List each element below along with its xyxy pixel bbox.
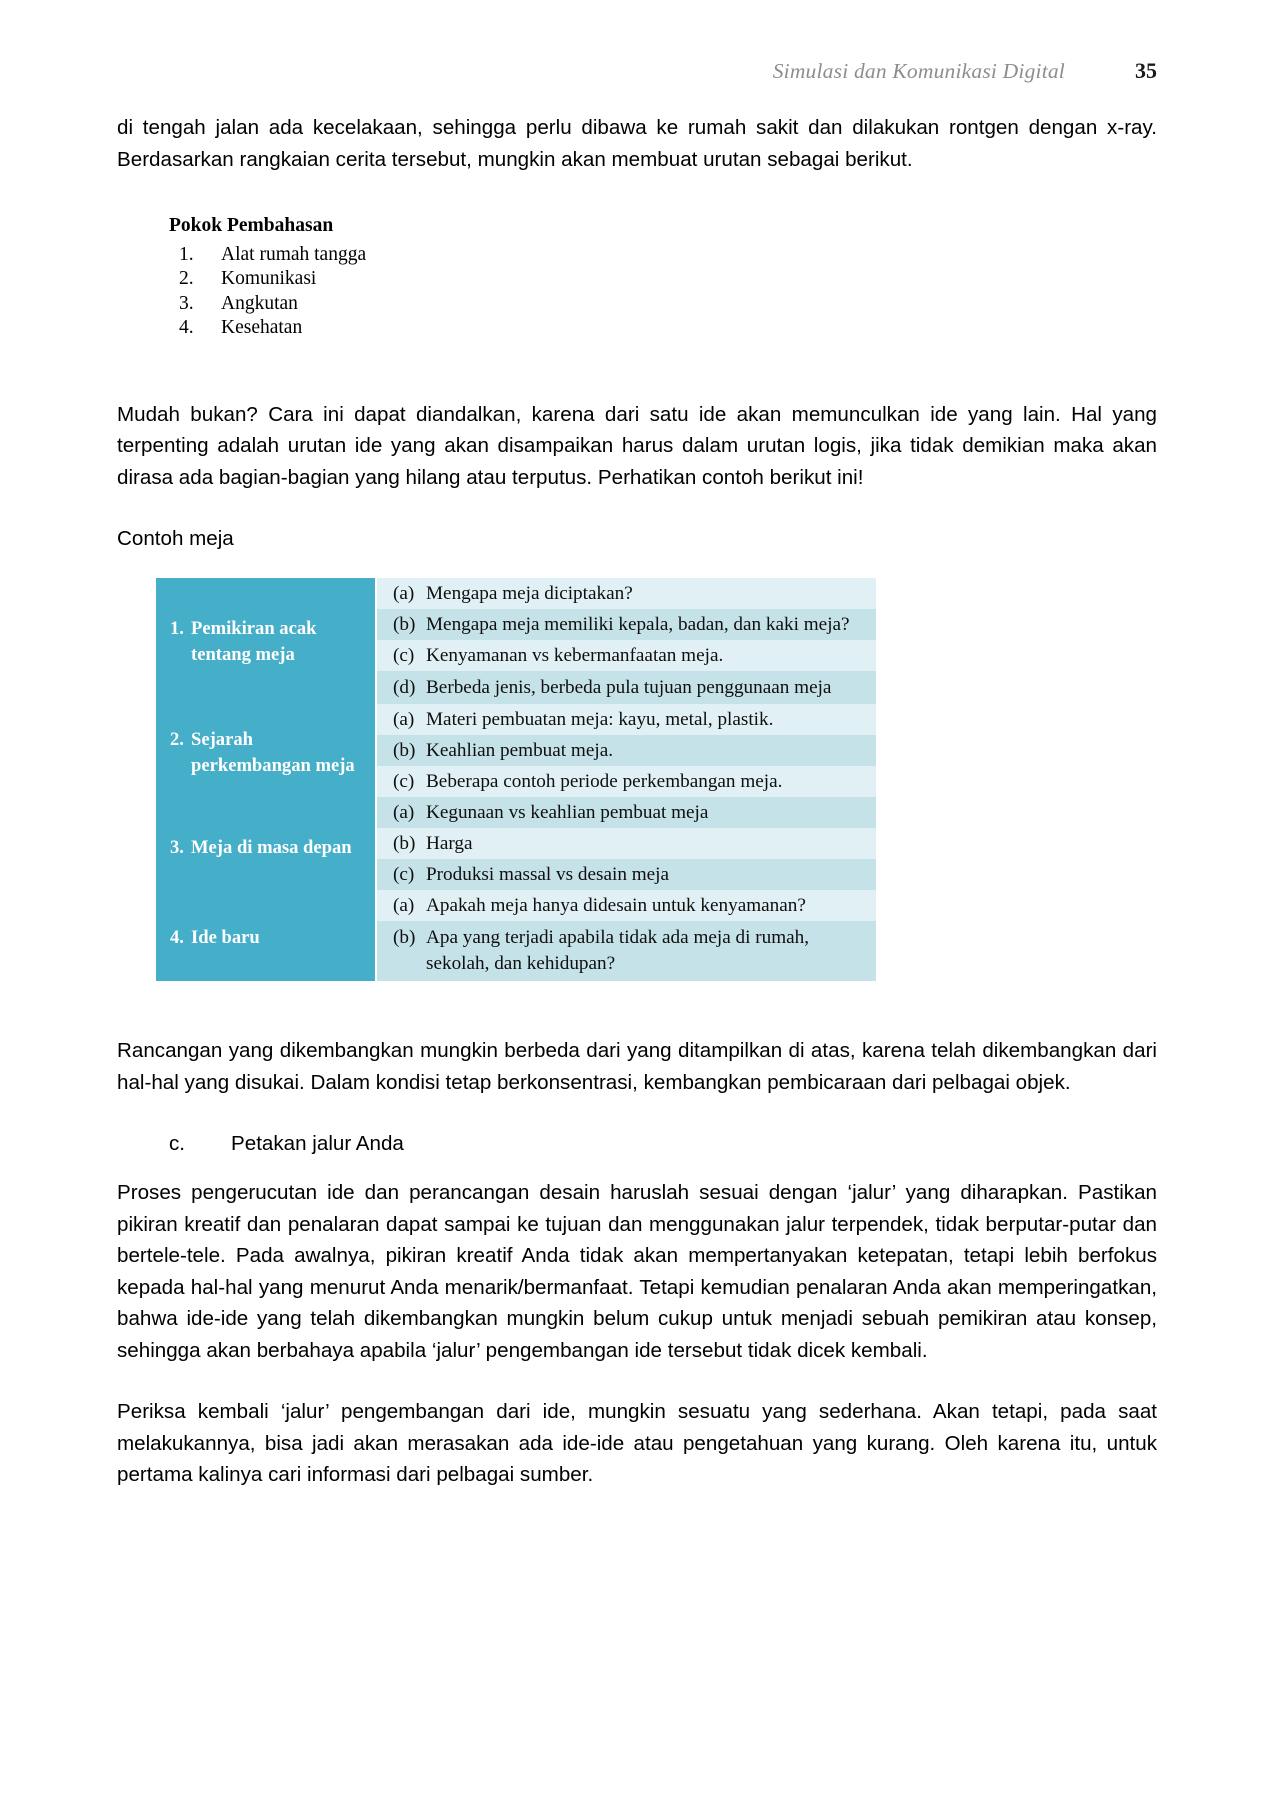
category-line-2: tentang meja bbox=[191, 643, 295, 665]
item-marker: (b) bbox=[393, 832, 416, 854]
intro-paragraph: di tengah jalan ada kecelakaan, sehingga perlu dibawa ke rumah sakit dan dilakukan rontgen dengan x-ray. Berdasarkan rangkaian cerita tersebut, mungkin akan membuat urutan sebagai berikut. bbox=[117, 116, 1157, 171]
category-line-1: Sejarah bbox=[191, 728, 253, 750]
table-row bbox=[377, 671, 876, 704]
header-book-title: Simulasi dan Komunikasi Digital bbox=[772, 59, 1065, 83]
list-item bbox=[169, 267, 1157, 291]
pokok-title: Pokok Pembahasan bbox=[169, 215, 334, 236]
category-line-1: Pemikiran acak bbox=[191, 617, 317, 639]
sub-heading-marker: c. bbox=[169, 1132, 186, 1156]
item-text: Produksi massal vs desain meja bbox=[426, 863, 670, 885]
category-line-1: Ide baru bbox=[191, 927, 260, 949]
table-row bbox=[377, 578, 876, 609]
item-marker: (b) bbox=[393, 739, 416, 761]
sub-heading-text: Petakan jalur Anda bbox=[231, 1132, 404, 1156]
category-cell-3 bbox=[156, 800, 375, 895]
list-item-label: Angkutan bbox=[221, 292, 298, 314]
category-cell-2 bbox=[156, 705, 375, 800]
list-item-number: 4. bbox=[179, 317, 194, 339]
item-text: Keahlian pembuat meja. bbox=[426, 739, 614, 761]
paragraph-rancangan: Rancangan yang dikembangkan mungkin berbeda dari yang ditampilkan di atas, karena telah dikembangkan dari hal-hal yang disukai. Dalam kondisi tetap berkonsentrasi, kembangkan pembicaraan dari pelbagai objek. bbox=[117, 1039, 1157, 1094]
idea-items-column bbox=[377, 578, 876, 981]
table-row bbox=[377, 859, 876, 890]
list-item-number: 1. bbox=[179, 244, 194, 265]
table-row bbox=[377, 766, 876, 797]
item-marker: (c) bbox=[393, 644, 415, 666]
page-number: 35 bbox=[1135, 58, 1157, 83]
table-row bbox=[377, 704, 876, 735]
item-text: Mengapa meja memiliki kepala, badan, dan kaki meja? bbox=[426, 613, 850, 635]
category-line-1: Meja di masa depan bbox=[191, 836, 352, 858]
pokok-pembahasan-block bbox=[169, 213, 1157, 341]
category-number: 3. bbox=[170, 836, 184, 858]
table-row bbox=[377, 921, 876, 981]
list-item bbox=[169, 243, 1157, 267]
item-marker: (d) bbox=[393, 676, 416, 698]
item-text: Kegunaan vs keahlian pembuat meja bbox=[426, 801, 709, 823]
item-text: Apakah meja hanya didesain untuk kenyamanan? bbox=[426, 894, 806, 916]
contoh-meja-label: Contoh meja bbox=[117, 527, 234, 551]
list-item bbox=[169, 316, 1157, 340]
list-item-label: Komunikasi bbox=[221, 268, 317, 290]
item-marker: (a) bbox=[393, 894, 415, 916]
idea-category-column bbox=[156, 578, 375, 981]
category-cell-4 bbox=[156, 895, 375, 981]
table-row bbox=[377, 890, 876, 921]
item-text: Harga bbox=[426, 832, 473, 854]
item-text: Mengapa meja diciptakan? bbox=[426, 582, 633, 604]
paragraph-proses: Proses pengerucutan ide dan perancangan desain haruslah sesuai dengan ‘jalur’ yang diharapkan. Pastikan pikiran kreatif dan penalaran dapat sampai ke tujuan dan menggunakan jalur terpendek, tidak berputar-putar dan bertele-tele. Pada awalnya, pikiran kreatif Anda tidak akan mempertanyakan ketepatan, tetapi lebih berfokus kepada hal-hal yang menurut Anda menarik/bermanfaat. Tetapi kemudian penalaran Anda akan memperingatkan, bahwa ide-ide yang telah dikembangkan mungkin belum cukup untuk menjadi sebuah pemikiran atau konsep, sehingga akan berbahaya apabila ‘jalur’ pengembangan ide tersebut tidak dicek kembali. bbox=[117, 1181, 1157, 1362]
running-header bbox=[117, 58, 1157, 84]
paragraph-periksa: Periksa kembali ‘jalur’ pengembangan dari ide, mungkin sesuatu yang sederhana. Akan tetapi, pada saat melakukannya, bisa jadi akan merasakan ada ide-ide atau pengetahuan yang kurang. Oleh karena itu, untuk pertama kalinya cari informasi dari pelbagai sumber. bbox=[117, 1400, 1157, 1487]
category-line-2: perkembangan meja bbox=[191, 754, 355, 776]
table-row bbox=[377, 640, 876, 671]
category-cell-1 bbox=[156, 578, 375, 705]
item-marker: (c) bbox=[393, 863, 415, 885]
item-text: Apa yang terjadi apabila tidak ada meja di rumah, sekolah, dan kehidupan? bbox=[426, 927, 810, 975]
table-row bbox=[377, 609, 876, 640]
pokok-list bbox=[169, 243, 1157, 341]
paragraph-mudah: Mudah bukan? Cara ini dapat diandalkan, karena dari satu ide akan memunculkan ide yang lain. Hal yang terpenting adalah urutan ide yang akan disampaikan harus dalam urutan logis, jika tidak demikian maka akan dirasa ada bagian-bagian yang hilang atau terputus. Perhatikan contoh berikut ini! bbox=[117, 402, 1157, 489]
item-marker: (a) bbox=[393, 708, 415, 730]
list-item-label: Kesehatan bbox=[221, 317, 303, 339]
item-marker: (a) bbox=[393, 582, 415, 604]
item-marker: (c) bbox=[393, 770, 415, 792]
item-text: Kenyamanan vs kebermanfaatan meja. bbox=[426, 644, 724, 666]
sub-heading-petakan-jalur bbox=[169, 1128, 1157, 1159]
table-row bbox=[377, 828, 876, 859]
list-item-number: 3. bbox=[179, 292, 194, 314]
list-item-number: 2. bbox=[179, 268, 194, 290]
list-item-label: Alat rumah tangga bbox=[221, 244, 367, 265]
table-row bbox=[377, 797, 876, 828]
list-item bbox=[169, 292, 1157, 316]
category-number: 2. bbox=[170, 728, 184, 750]
item-text: Berbeda jenis, berbeda pula tujuan penggunaan meja bbox=[426, 676, 832, 698]
item-text: Beberapa contoh periode perkembangan meja. bbox=[426, 770, 783, 792]
item-marker: (a) bbox=[393, 801, 415, 823]
item-marker: (b) bbox=[393, 613, 416, 635]
category-number: 4. bbox=[170, 927, 184, 949]
idea-development-table bbox=[156, 578, 876, 981]
item-marker: (b) bbox=[393, 927, 416, 949]
page-content bbox=[117, 112, 1157, 1491]
item-text: Materi pembuatan meja: kayu, metal, plastik. bbox=[426, 708, 774, 730]
category-number: 1. bbox=[170, 617, 184, 639]
table-row bbox=[377, 735, 876, 766]
